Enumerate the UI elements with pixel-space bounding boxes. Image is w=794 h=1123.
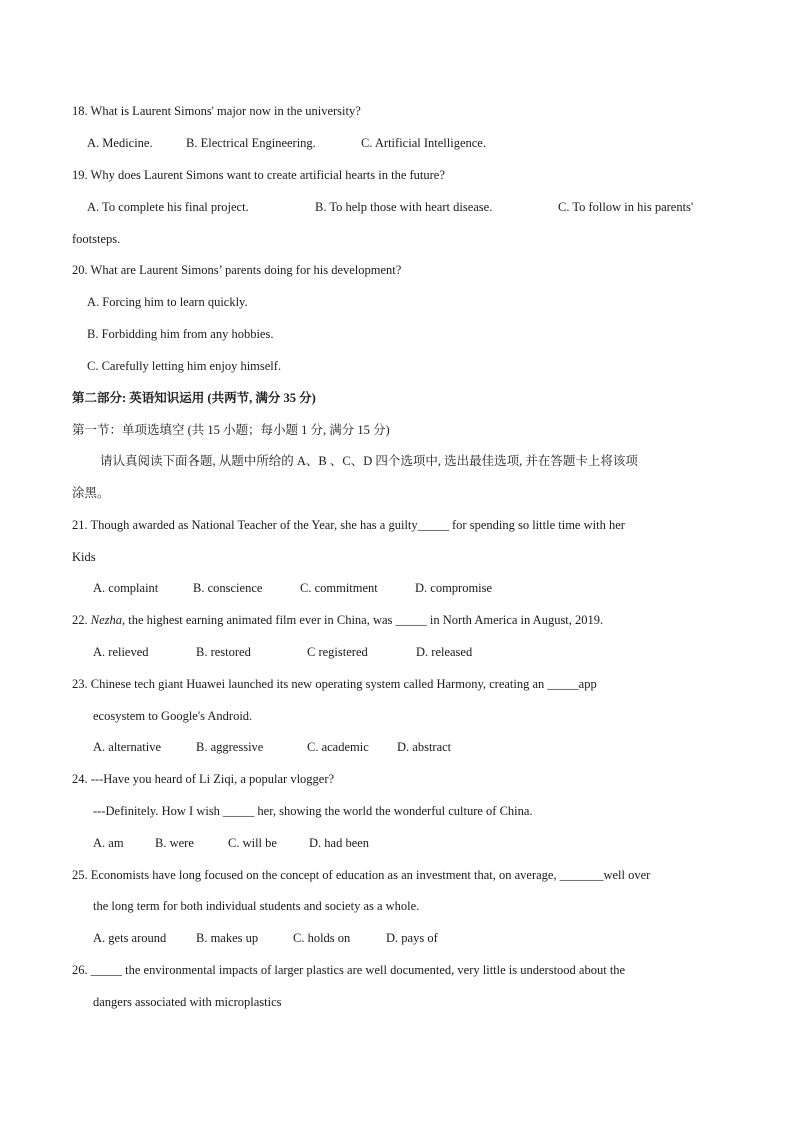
instruction-line-2: 涂黑。 (72, 486, 110, 500)
question-25: 25. Economists have long focused on the concept of education as an investment that, on average, _______well over (72, 868, 651, 882)
question-22-text: , the highest earning animated film ever in China, was _____ in North America in August, 2019. (122, 613, 604, 627)
q21-option-b: B. conscience (193, 581, 263, 595)
question-22-number: 22. (72, 613, 91, 627)
q22-option-c: C registered (307, 645, 368, 659)
q18-option-c: C. Artificial Intelligence. (361, 136, 486, 150)
q19-option-c-continuation: footsteps. (72, 232, 121, 246)
question-23: 23. Chinese tech giant Huawei launched its new operating system called Harmony, creating an _____app (72, 677, 597, 691)
part2-heading: 第二部分: 英语知识运用 (共两节, 满分 35 分) (72, 391, 316, 405)
film-title: Nezha (90, 613, 122, 627)
q20-option-b: B. Forbidding him from any hobbies. (87, 327, 274, 341)
question-24-reply: ---Definitely. How I wish _____ her, showing the world the wonderful culture of China. (93, 804, 533, 818)
question-19: 19. Why does Laurent Simons want to create artificial hearts in the future? (72, 168, 445, 182)
question-24: 24. ---Have you heard of Li Ziqi, a popular vlogger? (72, 772, 335, 786)
question-21-continuation: Kids (72, 550, 96, 564)
q22-option-b: B. restored (196, 645, 251, 659)
q23-option-b: B. aggressive (196, 740, 264, 754)
q19-option-c: C. To follow in his parents' (558, 200, 694, 214)
q25-option-d: D. pays of (386, 931, 438, 945)
q23-option-c: C. academic (307, 740, 369, 754)
question-21: 21. Though awarded as National Teacher of the Year, she has a guilty_____ for spending so little time with her (72, 518, 625, 532)
q23-option-a: A. alternative (93, 740, 162, 754)
q25-option-c: C. holds on (293, 931, 351, 945)
question-26-continuation: dangers associated with microplastics (93, 995, 282, 1009)
q22-option-a: A. relieved (93, 645, 149, 659)
q21-option-c: C. commitment (300, 581, 378, 595)
q18-option-a: A. Medicine. (87, 136, 153, 150)
q24-option-a: A. am (93, 836, 124, 850)
q22-option-d: D. released (416, 645, 473, 659)
q20-option-c: C. Carefully letting him enjoy himself. (87, 359, 282, 373)
instruction-line-1: 请认真阅读下面各题, 从题中所给的 A、B 、C、D 四个选项中, 选出最佳选项, 并在答题卡上将该项 (100, 454, 638, 468)
question-25-continuation: the long term for both individual students and society as a whole. (93, 899, 420, 913)
q25-option-b: B. makes up (196, 931, 259, 945)
q21-option-d: D. compromise (415, 581, 493, 595)
q21-option-a: A. complaint (93, 581, 159, 595)
question-26: 26. _____ the environmental impacts of larger plastics are well documented, very little is understood about the (72, 963, 626, 977)
section1-heading: 第一节：单项选填空 (共 15 小题；每小题 1 分, 满分 15 分) (72, 423, 390, 437)
q24-option-c: C. will be (228, 836, 277, 850)
q23-option-d: D. abstract (397, 740, 452, 754)
q24-option-d: D. had been (309, 836, 370, 850)
question-23-continuation: ecosystem to Google's Android. (93, 709, 253, 723)
q19-option-a: A. To complete his final project. (87, 200, 249, 214)
question-22 (72, 612, 603, 628)
q25-option-a: A. gets around (93, 931, 167, 945)
question-20: 20. What are Laurent Simons’ parents doing for his development? (72, 263, 402, 277)
q19-option-b: B. To help those with heart disease. (315, 200, 493, 214)
question-18: 18. What is Laurent Simons' major now in the university? (72, 104, 361, 118)
q20-option-a: A. Forcing him to learn quickly. (87, 295, 248, 309)
q18-option-b: B. Electrical Engineering. (186, 136, 316, 150)
q24-option-b: B. were (155, 836, 194, 850)
